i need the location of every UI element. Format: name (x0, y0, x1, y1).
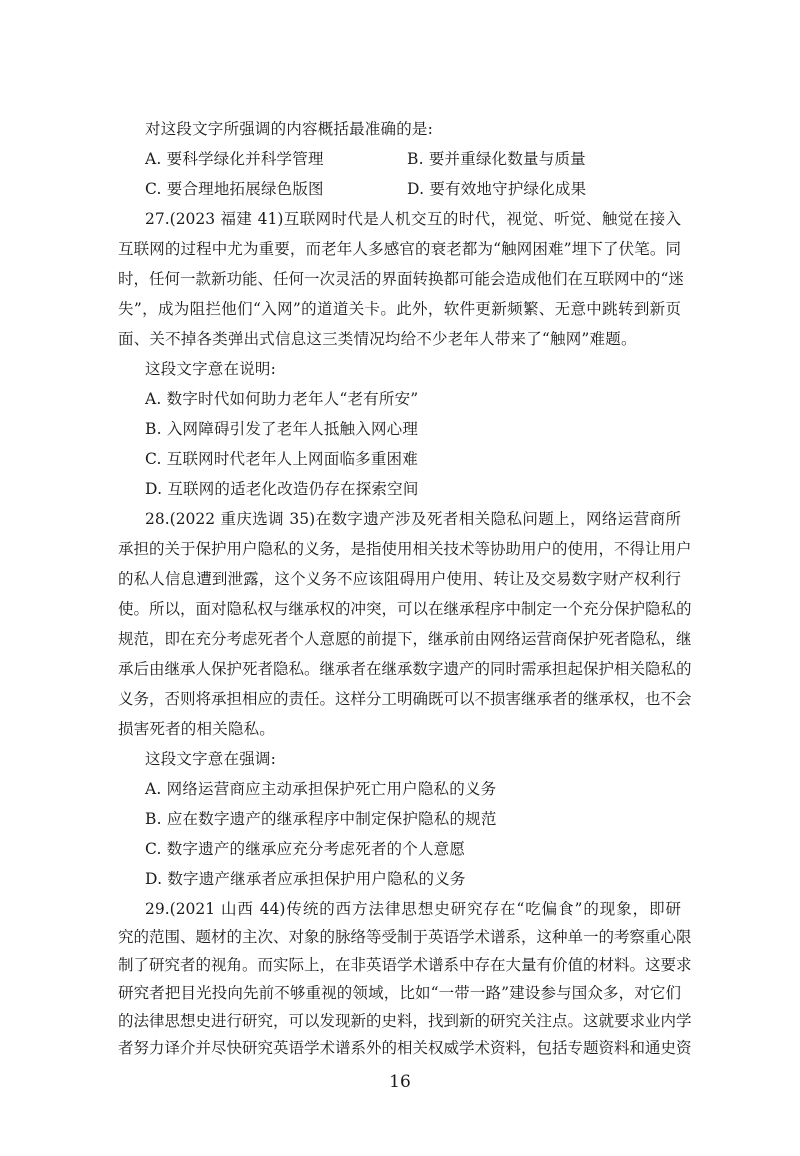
q27-paragraph-line: 面、关不掉各类弹出式信息这三类情况均给不少老年人带来了“触网”难题。 (118, 330, 637, 348)
q28-paragraph-line: 使。所以，面对隐私权与继承权的冲突，可以在继承程序中制定一个充分保护隐私的 (118, 600, 692, 618)
q29-paragraph-line: 制了研究者的视角。而实际上，在非英语学术谱系中存在大量有价值的材料。这要求 (118, 956, 692, 974)
page-number: 16 (389, 1072, 411, 1092)
q27-paragraph-line: 失”，成为阻拦他们“入网”的道道关卡。此外，软件更新频繁、无意中跳转到新页 (118, 300, 681, 318)
q28-paragraph-line: 承后由继承人保护死者隐私。继承者在继承数字遗产的同时需承担起保护相关隐私的 (118, 660, 692, 678)
q28-option-d: D. 数字遗产继承者应承担保护用户隐私的义务 (145, 870, 466, 888)
q28-paragraph-line: 损害死者的相关隐私。 (118, 720, 276, 738)
q27-paragraph-line: 时，任何一款新功能、任何一次灵活的界面转换都可能会造成他们在互联网中的“迷 (118, 270, 684, 288)
q29-paragraph-line: 者努力译介并尽快研究英语学术谱系外的相关权威学术资料，包括专题资料和通史资 (118, 1039, 692, 1057)
q26-prompt: 对这段文字所强调的内容概括最准确的是: (145, 120, 434, 138)
q29-paragraph-line: 29.(2021 山西 44)传统的西方法律思想史研究存在“吃偏食”的现象，即研 (145, 900, 681, 918)
q27-prompt: 这段文字意在说明: (145, 360, 277, 378)
q28-paragraph-line: 义务，否则将承担相应的责任。这样分工明确既可以不损害继承者的继承权，也不会 (118, 690, 692, 708)
q29-paragraph-line: 究的范围、题材的主次、对象的脉络等受制于英语学术谱系，这种单一的考察重心限 (118, 928, 692, 946)
q27-paragraph-line: 互联网的过程中尤为重要，而老年人多感官的衰老都为“触网困难”埋下了伏笔。同 (118, 240, 681, 258)
q28-paragraph-line: 规范，即在充分考虑死者个人意愿的前提下，继承前由网络运营商保护死者隐私，继 (118, 630, 692, 648)
q26-option-a: A. 要科学绿化并科学管理 (145, 150, 324, 168)
q28-prompt: 这段文字意在强调: (145, 750, 277, 768)
q26-option-c: C. 要合理地拓展绿色版图 (145, 180, 324, 198)
q28-option-c: C. 数字遗产的继承应充分考虑死者的个人意愿 (145, 840, 466, 858)
q26-option-b: B. 要并重绿化数量与质量 (407, 150, 586, 168)
q27-paragraph-line: 27.(2023 福建 41)互联网时代是人机交互的时代，视觉、听觉、触觉在接入 (145, 210, 681, 228)
q29-paragraph-line: 的法律思想史进行研究，可以发现新的史料，找到新的研究关注点。这就要求业内学 (118, 1012, 692, 1030)
q27-option-b: B. 入网障碍引发了老年人抵触入网心理 (145, 420, 419, 438)
q28-option-a: A. 网络运营商应主动承担保护死亡用户隐私的义务 (145, 780, 497, 798)
q26-option-d: D. 要有效地守护绿化成果 (407, 180, 587, 198)
q28-paragraph-line: 承担的关于保护用户隐私的义务，是指使用相关技术等协助用户的使用，不得让用户 (118, 540, 692, 558)
q27-option-a: A. 数字时代如何助力老年人“老有所安” (145, 390, 419, 408)
q28-paragraph-line: 28.(2022 重庆选调 35)在数字遗产涉及死者相关隐私问题上，网络运营商所 (145, 510, 681, 528)
q29-paragraph-line: 研究者把目光投向先前不够重视的领域，比如“一带一路”建设参与国众多，对它们 (118, 984, 681, 1002)
q28-option-b: B. 应在数字遗产的继承程序中制定保护隐私的规范 (145, 810, 497, 828)
q27-option-c: C. 互联网时代老年人上网面临多重困难 (145, 450, 418, 468)
q28-paragraph-line: 的私人信息遭到泄露，这个义务不应该阻碍用户使用、转让及交易数字财产权利行 (118, 570, 681, 588)
q27-option-d: D. 互联网的适老化改造仍存在探索空间 (145, 480, 419, 498)
